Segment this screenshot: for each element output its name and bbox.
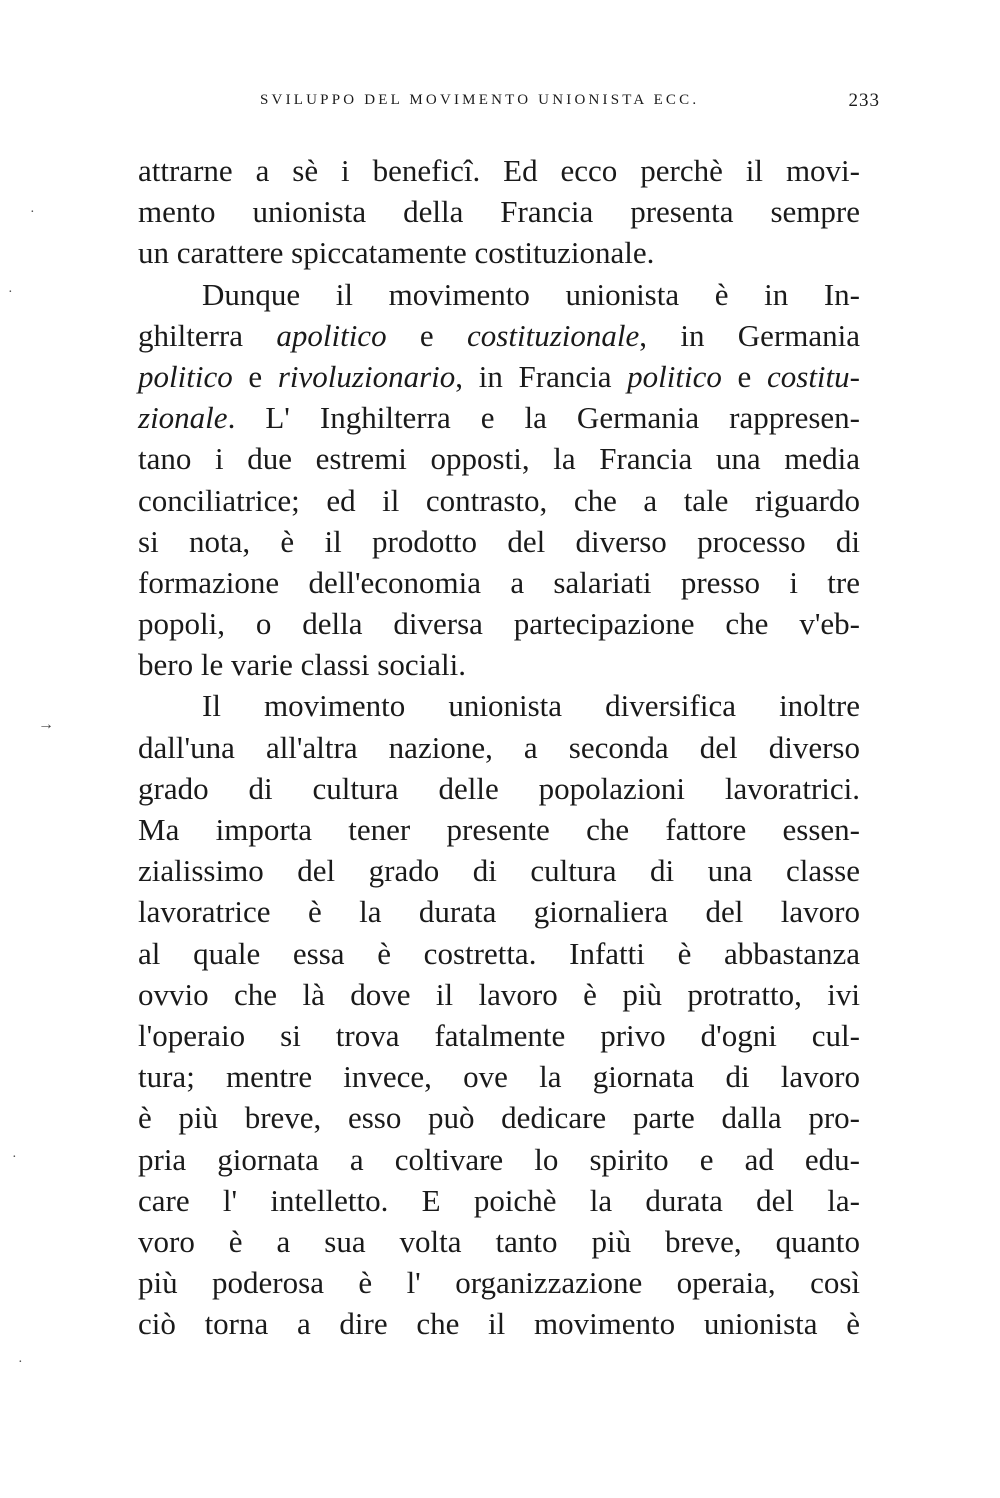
text-line: popoli, o della diversa partecipazione che v'eb- bbox=[138, 606, 860, 642]
text-line: voro è a sua volta tanto più breve, quanto bbox=[138, 1223, 860, 1259]
text-span: e bbox=[721, 358, 767, 394]
text-line: è più breve, esso può dedicare parte dalla pro- bbox=[138, 1100, 860, 1136]
text-span: ghilterra bbox=[138, 317, 277, 353]
text-line: Ma importa tener presente che fattore essen- bbox=[138, 812, 860, 847]
text-span: e bbox=[386, 317, 468, 353]
text-line: ovvio che là dove il lavoro è più protratto, ivi bbox=[138, 976, 860, 1012]
text-line: al quale essa è costretta. Infatti è abbastanza bbox=[138, 935, 860, 971]
text-line: mento unionista della Francia presenta sempre bbox=[138, 194, 860, 230]
text-line bbox=[138, 315, 860, 356]
body-text bbox=[138, 150, 860, 1344]
text-line: più poderosa è l' organizzazione operaia, così bbox=[138, 1265, 860, 1301]
text-line: lavoratrice è la durata giornaliera del lavoro bbox=[138, 894, 860, 930]
text-line: tura; mentre invece, ove la giornata di lavoro bbox=[138, 1059, 860, 1095]
italic-phrase: costituzionale bbox=[467, 317, 640, 353]
text-line: dall'una all'altra nazione, a seconda del diverso bbox=[138, 729, 860, 765]
text-span: . L' Inghilterra e la Germania rappresen- bbox=[227, 400, 860, 436]
page-number: 233 bbox=[848, 90, 880, 111]
text-line: tano i due estremi opposti, la Francia una media bbox=[138, 441, 860, 477]
text-line: zialissimo del grado di cultura di una classe bbox=[138, 853, 860, 889]
italic-phrase: rivoluzionario bbox=[277, 358, 456, 394]
text-span: e bbox=[232, 358, 278, 394]
text-line: conciliatrice; ed il contrasto, che a tale riguardo bbox=[138, 482, 860, 518]
text-line: attrarne a sè i beneficî. Ed ecco perchè il movi- bbox=[138, 153, 860, 188]
margin-speck: · bbox=[18, 1355, 23, 1370]
text-line: ciò torna a dire che il movimento unionista è bbox=[138, 1306, 860, 1342]
margin-speck: · bbox=[30, 205, 35, 220]
running-head: SVILUPPO DEL MOVIMENTO UNIONISTA ECC. bbox=[260, 92, 700, 108]
text-span: , in Germania bbox=[639, 317, 861, 353]
text-line: pria giornata a coltivare lo spirito e ad edu- bbox=[138, 1141, 860, 1177]
text-line: Dunque il movimento unionista è in In- bbox=[202, 276, 860, 312]
text-line: bero le varie classi sociali. bbox=[138, 647, 466, 683]
italic-phrase: politico bbox=[627, 358, 722, 394]
text-line: care l' intelletto. E poichè la durata del la- bbox=[138, 1182, 860, 1218]
text-line bbox=[138, 397, 860, 438]
text-line: Il movimento unionista diversifica inoltre bbox=[202, 688, 860, 724]
margin-arrow-mark: → bbox=[38, 716, 54, 733]
text-line: si nota, è il prodotto del diverso processo di bbox=[138, 523, 860, 559]
text-line bbox=[138, 356, 860, 397]
text-span: , in Francia bbox=[455, 358, 628, 394]
text-line: un carattere spiccatamente costituzionale. bbox=[138, 235, 655, 271]
italic-phrase: politico bbox=[138, 358, 233, 394]
italic-phrase: costitu- bbox=[767, 358, 860, 394]
text-line: formazione dell'economia a salariati presso i tre bbox=[138, 564, 860, 600]
italic-phrase: zionale bbox=[138, 400, 228, 436]
margin-speck: · bbox=[8, 285, 13, 300]
margin-speck: · bbox=[12, 1150, 17, 1165]
text-line: grado di cultura delle popolazioni lavoratrici. bbox=[138, 770, 860, 806]
italic-phrase: apolitico bbox=[276, 317, 387, 353]
page-header bbox=[260, 92, 880, 122]
text-line: l'operaio si trova fatalmente privo d'ogni cul- bbox=[138, 1017, 860, 1053]
